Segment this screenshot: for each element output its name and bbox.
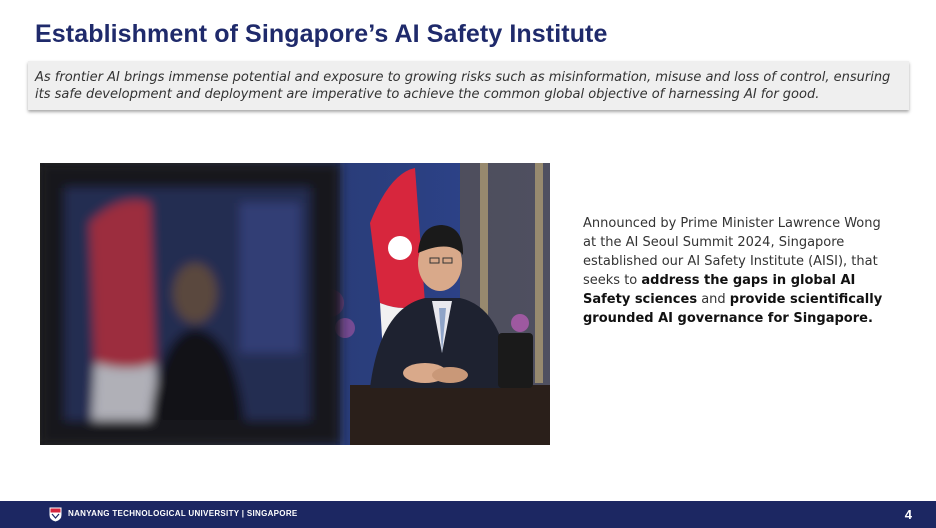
subtitle-box: [28, 61, 909, 110]
footer-bar: [0, 501, 936, 528]
body-text-part-2: and: [697, 292, 730, 307]
body-paragraph: [583, 214, 893, 328]
ntu-crest-icon: [49, 507, 62, 522]
subtitle-text: As frontier AI brings immense potential and exposure to growing risks such as misinformation, misuse and loss of control, ensuring its safe development and deployment are imperative to achieve the common global objective of harnessing AI for good.: [35, 70, 891, 102]
university-name: NANYANG TECHNOLOGICAL UNIVERSITY | SINGAPORE: [68, 509, 298, 518]
slide-title: Establishment of Singapore’s AI Safety Institute: [35, 20, 608, 48]
body-bold-part-2: provide scientifically grounded AI governance for Singapore.: [583, 292, 883, 326]
prime-minister-photo: [40, 163, 550, 445]
page-number: 4: [904, 507, 912, 522]
body-text-part-1: Announced by Prime Minister Lawrence Wong at the AI Seoul Summit 2024, Singapore established our AI Safety Institute (AISI), that seeks to: [583, 216, 881, 288]
body-bold-part-1: address the gaps in global AI Safety sciences: [583, 273, 856, 307]
